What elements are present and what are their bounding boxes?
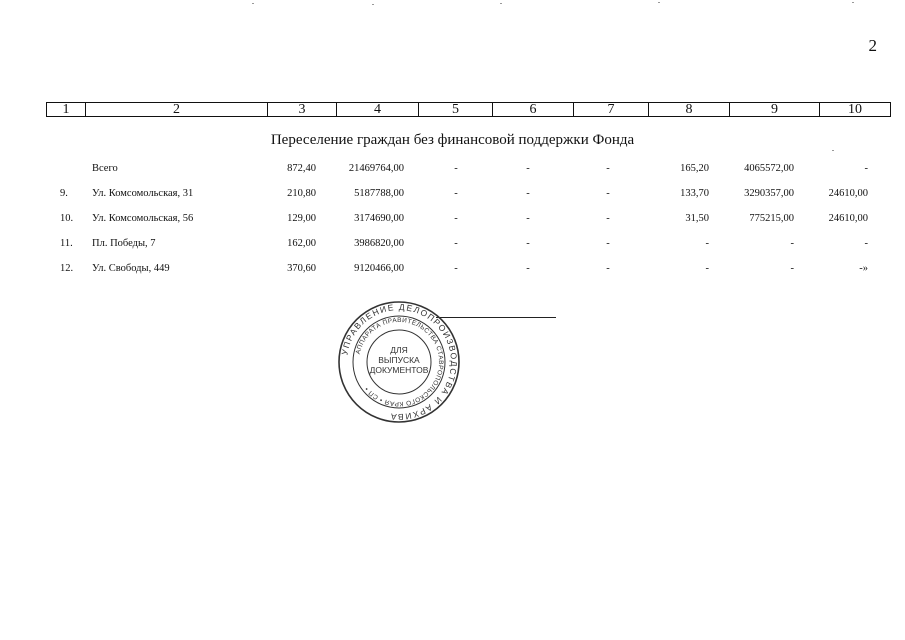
header-col-6: 6 <box>493 103 574 117</box>
row-number: 10. <box>60 213 74 224</box>
row-area: 872,40 <box>287 163 316 174</box>
row-col-6: - <box>526 188 530 199</box>
header-col-2: 2 <box>86 103 268 117</box>
row-col-9: 3290357,00 <box>744 188 794 199</box>
row-area: 210,80 <box>287 188 316 199</box>
row-cost: 5187788,00 <box>354 188 404 199</box>
stamp-outer-text: УПРАВЛЕНИЕ ДЕЛОПРОИЗВОДСТВА И АРХИВА <box>339 301 460 423</box>
row-number: 12. <box>60 263 74 274</box>
row-col-7: - <box>606 213 610 224</box>
header-col-5: 5 <box>419 103 493 117</box>
row-col-8: - <box>705 238 709 249</box>
header-col-10: 10 <box>820 103 891 117</box>
row-address: Ул. Комсомольская, 56 <box>92 213 194 224</box>
row-col-10: 24610,00 <box>828 188 868 199</box>
row-col-10: -» <box>859 263 868 274</box>
row-col-8: 165,20 <box>680 163 709 174</box>
document-stamp <box>334 300 464 425</box>
table-row <box>0 213 905 231</box>
column-number-header <box>46 102 891 117</box>
row-number: 11. <box>60 238 73 249</box>
row-col-7: - <box>606 238 610 249</box>
row-col-5: - <box>454 263 458 274</box>
row-address: Пл. Победы, 7 <box>92 238 156 249</box>
row-number: 9. <box>60 188 68 199</box>
table-row <box>0 188 905 206</box>
header-col-3: 3 <box>268 103 337 117</box>
row-col-9: 775215,00 <box>749 213 794 224</box>
row-col-6: - <box>526 263 530 274</box>
page-number: 2 <box>868 36 877 55</box>
scan-speck <box>832 150 834 151</box>
row-col-10: - <box>864 238 868 249</box>
scan-speck <box>852 2 854 3</box>
row-cost: 3986820,00 <box>354 238 404 249</box>
row-cost: 21469764,00 <box>348 163 404 174</box>
scan-speck <box>500 3 502 4</box>
row-col-8: 133,70 <box>680 188 709 199</box>
header-col-4: 4 <box>337 103 419 117</box>
row-address: Всего <box>92 163 118 174</box>
scan-speck <box>658 2 660 3</box>
row-col-7: - <box>606 263 610 274</box>
row-address: Ул. Комсомольская, 31 <box>92 188 194 199</box>
row-col-9: - <box>790 263 794 274</box>
row-col-8: 31,50 <box>685 213 709 224</box>
header-col-1: 1 <box>47 103 86 117</box>
row-cost: 3174690,00 <box>354 213 404 224</box>
row-area: 162,00 <box>287 238 316 249</box>
stamp-center-line-3: ДОКУМЕНТОВ <box>369 365 429 375</box>
header-col-8: 8 <box>649 103 730 117</box>
scan-speck <box>372 4 374 5</box>
row-col-5: - <box>454 163 458 174</box>
row-col-6: - <box>526 238 530 249</box>
row-col-6: - <box>526 163 530 174</box>
row-col-9: 4065572,00 <box>744 163 794 174</box>
row-col-7: - <box>606 188 610 199</box>
row-col-6: - <box>526 213 530 224</box>
row-address: Ул. Свободы, 449 <box>92 263 170 274</box>
row-col-5: - <box>454 188 458 199</box>
scan-speck <box>252 3 254 4</box>
row-col-10: - <box>864 163 868 174</box>
row-area: 370,60 <box>287 263 316 274</box>
row-cost: 9120466,00 <box>354 263 404 274</box>
table-row-total <box>0 163 905 181</box>
row-col-7: - <box>606 163 610 174</box>
header-col-9: 9 <box>730 103 820 117</box>
row-col-10: 24610,00 <box>828 213 868 224</box>
header-col-7: 7 <box>574 103 649 117</box>
row-col-5: - <box>454 238 458 249</box>
stamp-inner-text: АППАРАТА ПРАВИТЕЛЬСТВА СТАВРОПОЛЬСКОГО КРАЯ • СП • <box>354 316 445 408</box>
table-row <box>0 238 905 256</box>
table-row <box>0 263 905 281</box>
stamp-center-line-2: ВЫПУСКА <box>378 355 420 365</box>
row-area: 129,00 <box>287 213 316 224</box>
row-col-8: - <box>705 263 709 274</box>
row-col-5: - <box>454 213 458 224</box>
section-title: Переселение граждан без финансовой поддержки Фонда <box>270 132 635 148</box>
row-col-9: - <box>790 238 794 249</box>
stamp-center-line-1: ДЛЯ <box>390 345 408 355</box>
